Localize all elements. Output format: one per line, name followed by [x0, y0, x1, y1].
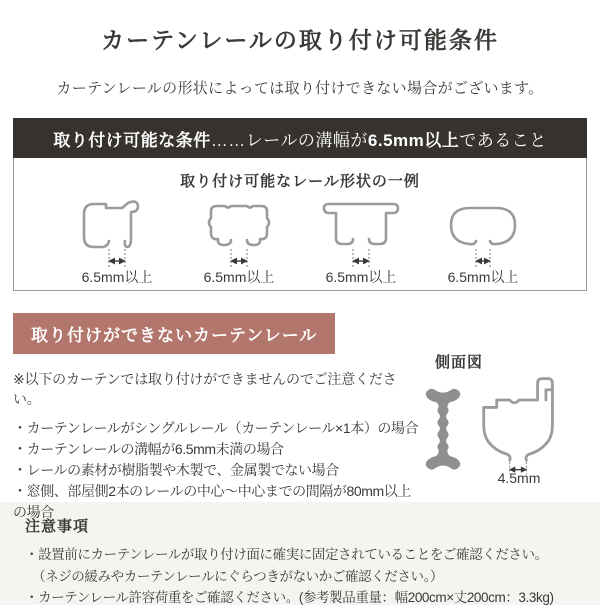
side-view-diagrams — [423, 374, 587, 486]
cautions-list — [25, 544, 585, 609]
incompatible-rails-section — [13, 313, 587, 520]
incompatible-item: ・レールの素材が樹脂製や木製で、金属製でない場合 — [13, 462, 339, 478]
rail-groove-dimension-label: 6.5mm以上 — [81, 269, 153, 285]
caution-item: ・設置前にカーテンレールが取り付け面に確実に固定されていることをご確認ください。 — [25, 547, 548, 562]
condition-label: 取り付け可能な条件 — [53, 130, 211, 150]
rail-side-profile-filled-icon — [423, 386, 463, 474]
rail-examples-title: 取り付け可能なレール形状の一例 — [180, 173, 420, 190]
condition-value: 6.5mm以上 — [367, 130, 460, 150]
installable-conditions-box — [13, 118, 587, 291]
incompatible-rails-banner: 取り付けができないカーテンレール — [13, 313, 335, 354]
rail-example-flanged-rail — [311, 195, 411, 287]
incompatible-rails-text-column — [13, 313, 423, 520]
rail-example-round-rail — [433, 195, 533, 287]
c-rail-cross-section-icon — [72, 195, 162, 273]
round-rail-cross-section-icon — [438, 195, 528, 273]
flanged-rail-cross-section-icon — [316, 195, 406, 273]
side-view-dimension-label: 4.5mm — [497, 470, 541, 486]
rail-side-profile-outline-icon — [471, 374, 567, 478]
side-view-title: 側面図 — [435, 354, 484, 371]
incompatible-list — [13, 418, 423, 523]
rail-side-profile-outline-block — [471, 374, 567, 486]
rail-groove-dimension-label: 6.5mm以上 — [447, 269, 519, 285]
wavy-rail-cross-section-icon — [194, 195, 284, 273]
condition-suffix-text: であること — [459, 130, 547, 150]
rail-examples-row — [14, 195, 586, 287]
incompatible-item: ・カーテンレールの溝幅が6.5mm未満の場合 — [13, 441, 284, 457]
page-title: カーテンレールの取り付け可能条件 — [101, 27, 499, 53]
rail-examples-panel — [13, 158, 587, 291]
rail-groove-dimension-label: 6.5mm以上 — [325, 269, 397, 285]
caution-item: （ネジの緩みやカーテンレールにぐらつきがないかご確認ください。） — [32, 568, 444, 584]
installable-conditions-banner — [13, 118, 587, 158]
page-subtitle: カーテンレールの形状によっては取り付けできない場合がございます。 — [56, 80, 544, 97]
rail-groove-dimension-label: 6.5mm以上 — [203, 269, 275, 285]
cautions-title: 注意事項 — [25, 518, 90, 535]
caution-item: ・カーテンレール許容荷重をご確認ください。(参考製品重量：幅200cm×丈200cm：3.3kg) — [25, 590, 554, 605]
incompatible-item: ・カーテンレールがシングルレール（カーテンレール×1本）の場合 — [13, 420, 419, 436]
rail-example-wavy-rail — [189, 195, 289, 287]
side-view-column — [423, 313, 587, 485]
condition-mid-text: ……レールの溝幅が — [210, 130, 368, 150]
rail-example-c-rail — [67, 195, 167, 287]
incompatible-item: ・窓側、部屋側2本のレールの中心～中心までの間隔が80mm以上の場合 — [13, 483, 412, 520]
incompatible-note: ※以下のカーテンでは取り付けができませんのでご注意ください。 — [13, 371, 397, 407]
